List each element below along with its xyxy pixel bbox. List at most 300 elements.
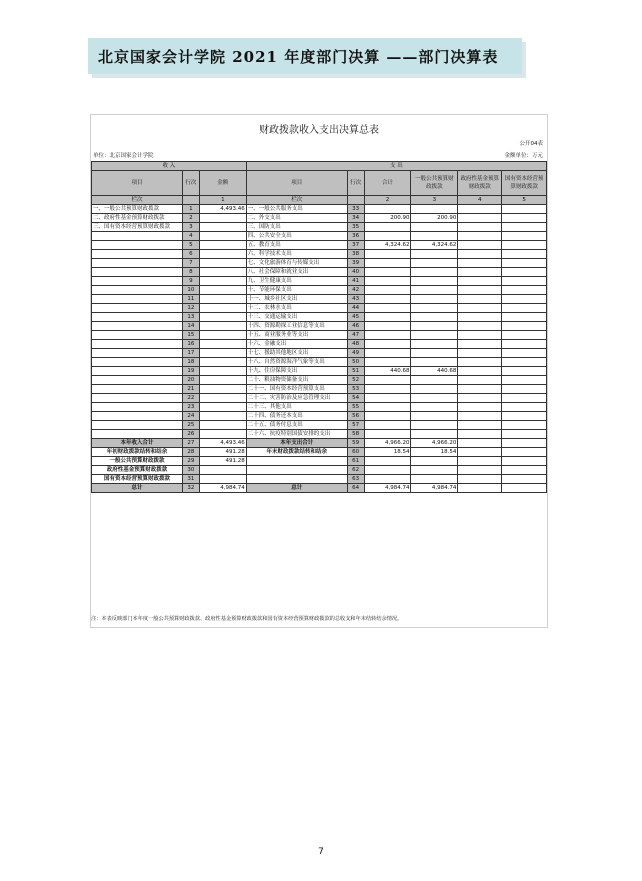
general-budget-amount [411,358,458,367]
expense-total: 4,324.62 [364,241,411,250]
state-capital-amount [502,466,547,475]
gov-fund-amount [458,313,502,322]
gov-fund-amount [458,448,502,457]
income-amount [199,412,246,421]
table-row [92,331,547,340]
summary-row [92,484,547,493]
banner-title: 北京国家会计学院 2021 年度部门决算 ——部门决算表 [98,48,499,66]
table-row [92,358,547,367]
income-amount: 4,984.74 [199,484,246,493]
expense-item: 四、公共安全支出 [246,232,347,241]
income-amount [199,394,246,403]
general-budget-amount [411,349,458,358]
expense-row-no: 57 [347,421,364,430]
expense-item: 年末财政拨款结转和结余 [246,448,347,457]
expense-item: 十八、自然资源海洋气象等支出 [246,358,347,367]
expense-total [364,331,411,340]
page-number: 7 [318,847,324,857]
income-item [92,358,183,367]
expense-item: 二十五、债务付息支出 [246,421,347,430]
income-amount [199,268,246,277]
state-capital-amount [502,205,547,214]
expense-row-no: 56 [347,412,364,421]
expense-item [246,475,347,484]
gov-fund-amount [458,385,502,394]
income-row-no: 21 [182,385,199,394]
income-amount [199,421,246,430]
table-row [92,259,547,268]
state-capital-amount [502,430,547,439]
gov-fund-amount [458,268,502,277]
general-budget-amount [411,430,458,439]
expense-total: 4,984.74 [364,484,411,493]
expense-row-no: 54 [347,394,364,403]
income-amount [199,367,246,376]
general-budget-amount: 4,984.74 [411,484,458,493]
income-row-no: 17 [182,349,199,358]
gov-fund-amount [458,322,502,331]
summary-row [92,475,547,484]
table-row [92,313,547,322]
gov-fund-amount [458,475,502,484]
expense-row-no: 35 [347,223,364,232]
gov-fund-amount [458,223,502,232]
income-item [92,430,183,439]
general-budget-amount [411,259,458,268]
general-budget-amount [411,475,458,484]
expense-col-label-3: 3 [411,196,458,205]
table-row [92,322,547,331]
expense-item: 八、社会保障和就业支出 [246,268,347,277]
state-capital-header: 国有资本经营预算财政拨款 [502,171,547,196]
table-row [92,430,547,439]
gov-fund-amount [458,205,502,214]
expense-item: 十、节能环保支出 [246,286,347,295]
general-budget-amount [411,385,458,394]
gov-fund-amount [458,430,502,439]
general-budget-amount [411,421,458,430]
income-amount [199,466,246,475]
general-budget-amount [411,277,458,286]
expense-item: 本年支出合计 [246,439,347,448]
gov-fund-amount [458,367,502,376]
income-row-no: 5 [182,241,199,250]
state-capital-amount [502,214,547,223]
expense-item: 六、科学技术支出 [246,250,347,259]
gov-fund-amount [458,250,502,259]
expense-item: 十一、城乡社区支出 [246,295,347,304]
income-amount [199,286,246,295]
income-item [92,250,183,259]
income-section-header: 收 入 [92,162,247,171]
expense-total [364,223,411,232]
table-row [92,277,547,286]
income-col-label: 栏次 [92,196,183,205]
expense-row-no: 52 [347,376,364,385]
state-capital-amount [502,241,547,250]
expense-row-no: 48 [347,340,364,349]
income-row-no: 6 [182,250,199,259]
expense-item: 二十一、国有资本经营预算支出 [246,385,347,394]
income-item: 国有资本经营预算财政拨款 [92,475,183,484]
income-item [92,268,183,277]
expense-row-no: 64 [347,484,364,493]
expense-row-no: 34 [347,214,364,223]
income-item: 一、一般公共预算财政拨款 [92,205,183,214]
table-row [92,286,547,295]
expense-row-no: 44 [347,304,364,313]
state-capital-amount [502,457,547,466]
income-amount [199,349,246,358]
general-budget-amount [411,376,458,385]
income-expense-table [91,161,547,493]
expense-row-no: 58 [347,430,364,439]
gov-fund-amount [458,376,502,385]
state-capital-amount [502,403,547,412]
general-budget-amount [411,232,458,241]
table-row [92,214,547,223]
expense-total [364,358,411,367]
table-row [92,232,547,241]
expense-total [364,475,411,484]
expense-total [364,295,411,304]
general-budget-header: 一般公共预算财政拨款 [411,171,458,196]
income-row-no: 28 [182,448,199,457]
income-amount [199,214,246,223]
income-item [92,295,183,304]
expense-item: 七、文化旅游体育与传媒支出 [246,259,347,268]
general-budget-amount [411,286,458,295]
expense-row-no: 40 [347,268,364,277]
state-capital-amount [502,475,547,484]
expense-row-no: 50 [347,358,364,367]
expense-item: 五、教育支出 [246,241,347,250]
expense-total [364,430,411,439]
expense-item: 三、国防支出 [246,223,347,232]
expense-total [364,322,411,331]
gov-fund-amount [458,241,502,250]
table-row [92,421,547,430]
income-row-no: 11 [182,295,199,304]
income-amount: 4,493.46 [199,439,246,448]
income-amount [199,376,246,385]
income-item-header: 项目 [92,171,183,196]
income-amount [199,475,246,484]
gov-fund-amount [458,403,502,412]
state-capital-amount [502,421,547,430]
expense-row-no: 37 [347,241,364,250]
expense-row-no: 59 [347,439,364,448]
state-capital-amount [502,313,547,322]
table-row [92,268,547,277]
table-row [92,349,547,358]
gov-fund-amount [458,295,502,304]
income-row-no: 29 [182,457,199,466]
expense-total-header: 合计 [364,171,411,196]
income-row-no: 3 [182,223,199,232]
expense-row-no: 60 [347,448,364,457]
income-row-no: 7 [182,259,199,268]
table-row [92,223,547,232]
expense-total [364,286,411,295]
income-row-no: 14 [182,322,199,331]
income-item [92,367,183,376]
general-budget-amount: 4,966.20 [411,439,458,448]
income-item [92,322,183,331]
expense-row-no: 53 [347,385,364,394]
income-amount [199,322,246,331]
income-row-no: 23 [182,403,199,412]
expense-item: 一、一般公共服务支出 [246,205,347,214]
income-amount [199,277,246,286]
gov-fund-amount [458,277,502,286]
state-capital-amount [502,439,547,448]
table-row [92,385,547,394]
expense-row-no: 39 [347,259,364,268]
table-row [92,295,547,304]
state-capital-amount [502,349,547,358]
state-capital-amount [502,277,547,286]
general-budget-amount [411,295,458,304]
income-row-no: 12 [182,304,199,313]
state-capital-amount [502,232,547,241]
income-item: 总计 [92,484,183,493]
general-budget-amount [411,268,458,277]
general-budget-amount [411,313,458,322]
state-capital-amount [502,340,547,349]
general-budget-amount [411,412,458,421]
state-capital-amount [502,385,547,394]
expense-total [364,232,411,241]
income-amount [199,331,246,340]
income-amount: 4,493.46 [199,205,246,214]
expense-total [364,205,411,214]
gov-fund-amount [458,286,502,295]
income-row-no: 19 [182,367,199,376]
expense-row-no: 45 [347,313,364,322]
income-col-label-blank [182,196,199,205]
income-row-no: 32 [182,484,199,493]
expense-total: 4,966.20 [364,439,411,448]
table-row [92,376,547,385]
unit-label: 单位：北京国家会计学院 [93,153,154,159]
expense-row-no: 36 [347,232,364,241]
expense-item-header: 项目 [246,171,347,196]
expense-row-no-header: 行次 [347,171,364,196]
expense-item [246,466,347,475]
income-item [92,394,183,403]
expense-item: 二十、粮油物资储备支出 [246,376,347,385]
expense-item: 十三、交通运输支出 [246,313,347,322]
state-capital-amount [502,286,547,295]
general-budget-amount [411,457,458,466]
gov-fund-amount [458,259,502,268]
state-capital-amount [502,304,547,313]
income-amount [199,358,246,367]
expense-total [364,277,411,286]
income-amount-header: 金额 [199,171,246,196]
expense-row-no: 49 [347,349,364,358]
expense-total [364,304,411,313]
income-item [92,304,183,313]
financial-sheet [90,114,548,628]
income-item [92,376,183,385]
income-row-no: 1 [182,205,199,214]
income-amount [199,403,246,412]
expense-col-label-4: 4 [458,196,502,205]
expense-row-no: 33 [347,205,364,214]
expense-row-no: 41 [347,277,364,286]
income-amount: 491.28 [199,448,246,457]
income-item [92,403,183,412]
gov-fund-amount [458,340,502,349]
state-capital-amount [502,322,547,331]
income-item [92,412,183,421]
income-item [92,232,183,241]
expense-total [364,421,411,430]
income-item: 二、政府性基金预算财政拨款 [92,214,183,223]
income-row-no: 2 [182,214,199,223]
expense-total: 18.54 [364,448,411,457]
gov-fund-amount [458,232,502,241]
state-capital-amount [502,376,547,385]
table-row [92,394,547,403]
gov-fund-amount [458,331,502,340]
general-budget-amount [411,403,458,412]
expense-total [364,340,411,349]
expense-item: 二、外交支出 [246,214,347,223]
expense-total [364,349,411,358]
summary-row [92,439,547,448]
expense-total [364,412,411,421]
expense-item: 二十二、灾害防治及应急管理支出 [246,394,347,403]
summary-row [92,466,547,475]
income-row-no: 27 [182,439,199,448]
state-capital-amount [502,250,547,259]
income-item [92,313,183,322]
general-budget-amount: 18.54 [411,448,458,457]
table-row [92,205,547,214]
state-capital-amount [502,295,547,304]
table-row [92,367,547,376]
income-row-no: 9 [182,277,199,286]
table-footnote: 注：本表反映部门本年度一般公共预算财政拨款、政府性基金预算财政拨款和国有资本经营预算财政拨款的总收支和年末结转结余情况。 [91,616,403,622]
currency-label: 金额单位：万元 [504,153,543,159]
expense-total [364,403,411,412]
expense-item: 十六、金融支出 [246,340,347,349]
expense-item: 十四、资源勘探工业信息等支出 [246,322,347,331]
income-item: 一般公共预算财政拨款 [92,457,183,466]
gov-fund-amount [458,484,502,493]
gov-fund-amount [458,466,502,475]
general-budget-amount: 4,324.62 [411,241,458,250]
income-row-no: 18 [182,358,199,367]
expense-item: 十二、农林水支出 [246,304,347,313]
expense-row-no: 43 [347,295,364,304]
state-capital-amount [502,268,547,277]
gov-fund-amount [458,421,502,430]
state-capital-amount [502,484,547,493]
expense-row-no: 47 [347,331,364,340]
income-item [92,340,183,349]
expense-item: 二十三、其他支出 [246,403,347,412]
expense-total [364,394,411,403]
expense-total: 200.90 [364,214,411,223]
income-row-no: 30 [182,466,199,475]
page-banner [88,38,522,74]
expense-col-label-2: 2 [364,196,411,205]
general-budget-amount [411,250,458,259]
table-row [92,403,547,412]
income-item [92,277,183,286]
gov-fund-amount [458,349,502,358]
income-row-no: 15 [182,331,199,340]
expense-section-header: 支 出 [246,162,546,171]
state-capital-amount [502,331,547,340]
expense-item: 十五、商业服务业等支出 [246,331,347,340]
expense-row-no: 38 [347,250,364,259]
general-budget-amount [411,304,458,313]
general-budget-amount [411,223,458,232]
income-item [92,259,183,268]
gov-fund-amount [458,439,502,448]
gov-fund-header: 政府性基金预算财政拨款 [458,171,502,196]
gov-fund-amount [458,358,502,367]
income-amount [199,241,246,250]
income-amount [199,259,246,268]
income-row-no: 4 [182,232,199,241]
income-row-no: 31 [182,475,199,484]
income-row-no: 20 [182,376,199,385]
state-capital-amount [502,223,547,232]
general-budget-amount: 200.90 [411,214,458,223]
income-item [92,349,183,358]
expense-total [364,385,411,394]
general-budget-amount [411,394,458,403]
expense-item: 二十六、抗疫特别国债安排的支出 [246,430,347,439]
table-row [92,250,547,259]
income-item [92,241,183,250]
general-budget-amount [411,340,458,349]
income-row-no: 13 [182,313,199,322]
income-amount [199,232,246,241]
state-capital-amount [502,367,547,376]
state-capital-amount [502,358,547,367]
income-row-no: 22 [182,394,199,403]
table-row [92,241,547,250]
expense-total [364,268,411,277]
expense-total [364,457,411,466]
income-amount [199,385,246,394]
income-item: 年初财政拨款结转和结余 [92,448,183,457]
expense-col-label-blank [347,196,364,205]
income-item [92,385,183,394]
expense-row-no: 61 [347,457,364,466]
income-item: 本年收入合计 [92,439,183,448]
expense-item: 总计 [246,484,347,493]
expense-row-no: 62 [347,466,364,475]
expense-row-no: 55 [347,403,364,412]
state-capital-amount [502,394,547,403]
gov-fund-amount [458,304,502,313]
expense-col-label: 栏次 [246,196,347,205]
expense-item [246,457,347,466]
sheet-title: 财政拨款收入支出决算总表 [259,125,379,136]
summary-row [92,448,547,457]
expense-item: 十七、援助其他地区支出 [246,349,347,358]
expense-total [364,250,411,259]
form-number: 公开04表 [519,141,543,147]
